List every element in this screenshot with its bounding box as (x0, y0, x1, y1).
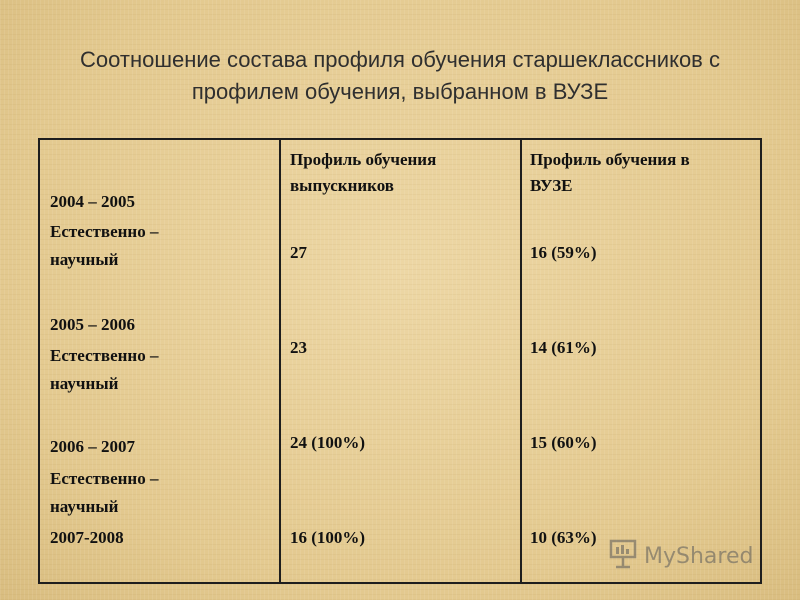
slide-title-line-2: профилем обучения, выбранном в ВУЗЕ (191, 79, 609, 104)
profile-2004-line-1: Естественно – (50, 222, 159, 241)
profile-2006-line-2: научный (50, 497, 119, 516)
header-graduates-line-1: Профиль обучения (290, 150, 437, 169)
header-university-line-1: Профиль обучения в (530, 150, 690, 169)
graduates-2006: 24 (100%) (290, 433, 366, 452)
column-divider-2 (520, 140, 522, 582)
profile-2004-line-2: научный (50, 250, 119, 269)
university-2007: 10 (63%) (530, 528, 597, 547)
profile-2005-line-2: научный (50, 374, 119, 393)
profile-2005-line-1: Естественно – (50, 346, 159, 365)
year-2006-2007: 2006 – 2007 (50, 437, 135, 456)
year-2004-2005: 2004 – 2005 (50, 192, 135, 211)
myshared-watermark (608, 538, 753, 574)
header-graduates-line-2: выпускников (290, 176, 394, 195)
university-2006: 15 (60%) (530, 433, 597, 452)
graduates-2007: 16 (100%) (290, 528, 366, 547)
graduates-2005: 23 (290, 338, 307, 357)
slide-title (30, 44, 770, 108)
watermark-text: MyShared (644, 543, 754, 569)
column-divider-1 (279, 140, 281, 582)
year-2007-2008: 2007-2008 (50, 528, 124, 547)
university-2005: 14 (61%) (530, 338, 597, 357)
header-university-line-2: ВУЗЕ (530, 176, 573, 195)
graduates-2004: 27 (290, 243, 307, 262)
presentation-board-icon (608, 538, 638, 575)
slide-title-line-1: Соотношение состава профиля обучения старшеклассников с (80, 47, 720, 72)
profile-table (38, 138, 762, 584)
year-2005-2006: 2005 – 2006 (50, 315, 135, 334)
university-2004: 16 (59%) (530, 243, 597, 262)
profile-2006-line-1: Естественно – (50, 469, 159, 488)
